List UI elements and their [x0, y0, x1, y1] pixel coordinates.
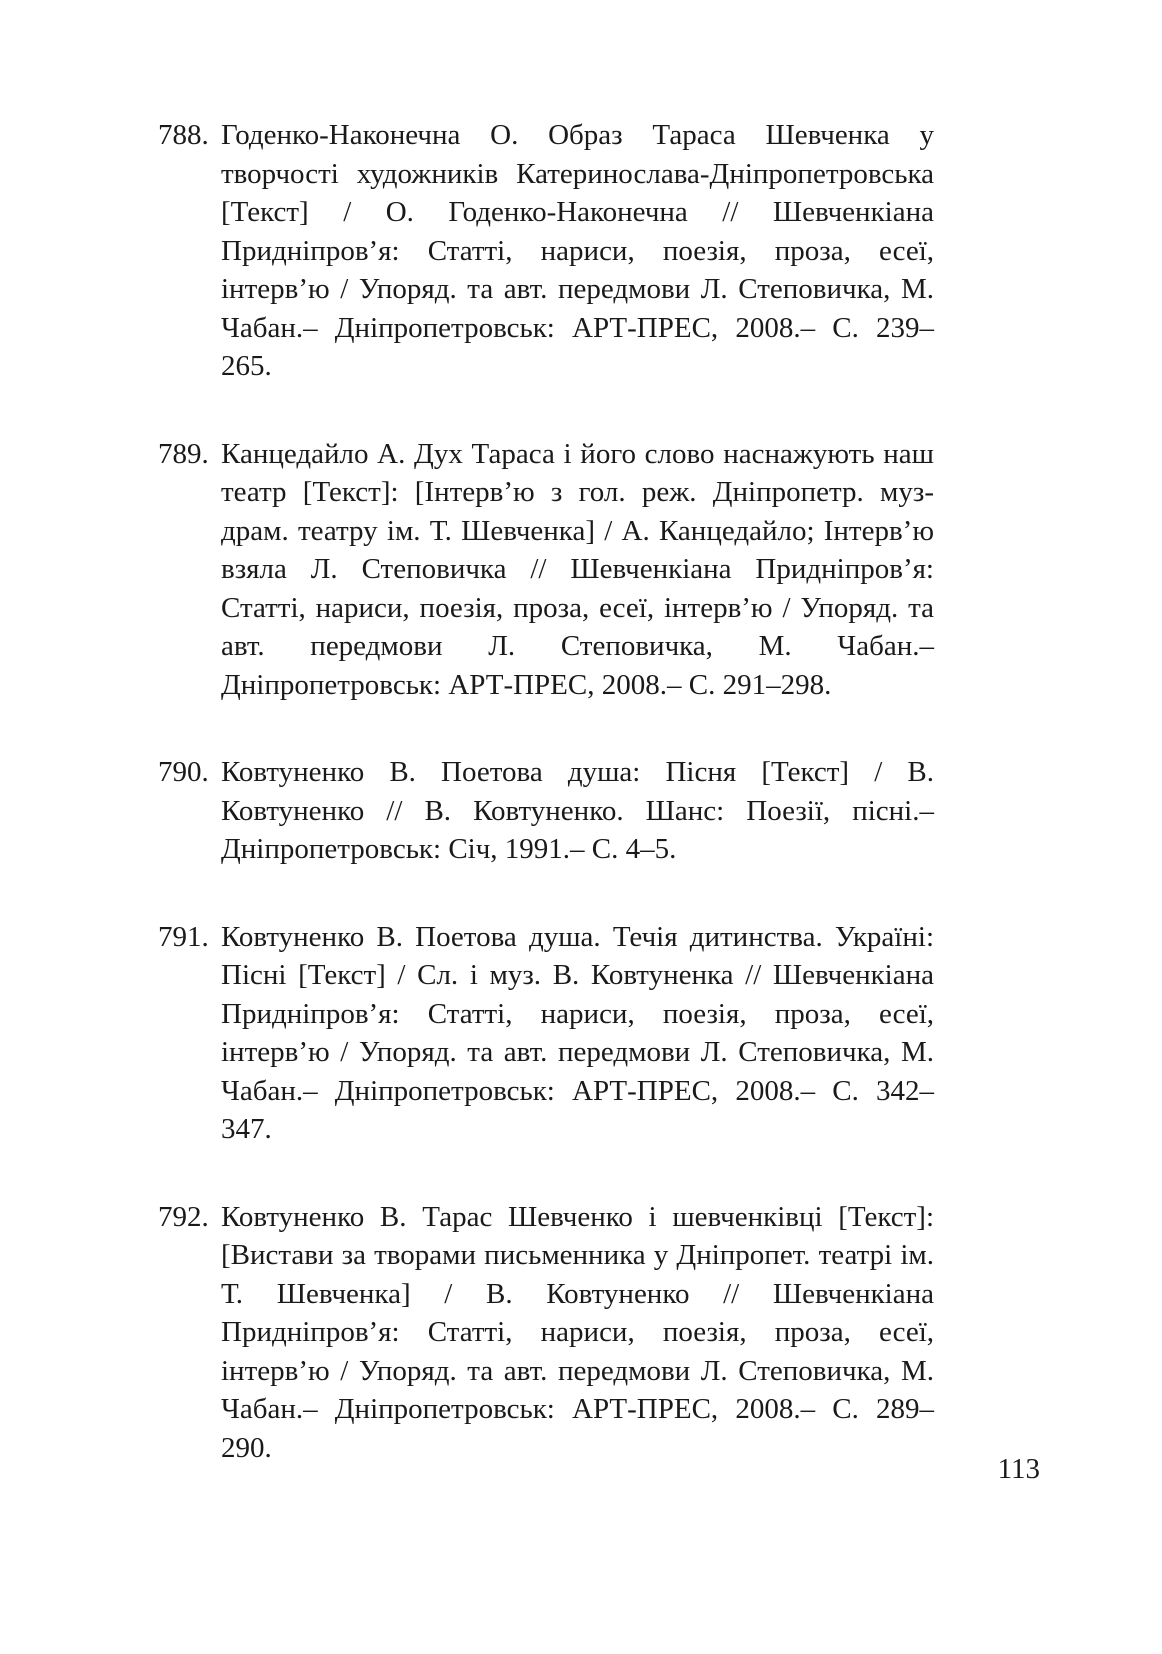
bibliography-entry [158, 918, 934, 1149]
bibliography-list [158, 116, 934, 1516]
entry-number: 789. [158, 437, 209, 470]
entry-number: 788. [158, 119, 209, 151]
bibliography-entry [158, 1198, 934, 1468]
entry-number: 792. [158, 1200, 209, 1233]
entry-text: Ковтуненко В. Тарас Шевченко і шевченківці [Текст]: [Вистави за творами письменника у Дніпропет. театрі ім. Т. Шевченка] / В. Ковтуненко // Шевченкіана Придніпров’я: Статті, нариси, поезія, проза, есеї, інтерв’ю / Упоряд. та авт. передмови Л. Степовичка, М. Чабан.– Дніпропетровськ: АРТ-ПРЕС, 2008.– С. 289–290. [221, 1200, 934, 1464]
bibliography-entry [158, 753, 934, 869]
entry-text: Ковтуненко В. Поетова душа: Пісня [Текст] / В. Ковтуненко // В. Ковтуненко. Шанс: Поезії, пісні.– Дніпропетровськ: Січ, 1991.– С. 4–5. [221, 756, 934, 865]
entry-number: 790. [158, 756, 209, 788]
bibliography-entry [158, 435, 934, 705]
entry-text: Ковтуненко В. Поетова душа. Течія дитинства. Україні: Пісні [Текст] / Сл. і муз. В. Ковтуненка // Шевченкіана Придніпров’я: Статті, нариси, поезія, проза, есеї, інтерв’ю / Упоряд. та авт. передмови Л. Степовичка, М. Чабан.– Дніпропетровськ: АРТ-ПРЕС, 2008.– С. 342–347. [221, 920, 934, 1145]
bibliography-entry [158, 116, 934, 386]
entry-text: Годенко-Наконечна О. Образ Тараса Шевченка у творчості художників Катеринослава-Дніпропетровська [Текст] / О. Годенко-Наконечна // Шевченкіана Придніпров’я: Статті, нариси, поезія, проза, есеї, інтерв’ю / Упоряд. та авт. передмови Л. Степовичка, М. Чабан.– Дніпропетровськ: АРТ-ПРЕС, 2008.– С. 239–265. [221, 119, 934, 382]
page-number: 113 [997, 1453, 1040, 1485]
entry-number: 791. [158, 920, 209, 953]
entry-text: Канцедайло А. Дух Тараса і його слово наснажують наш театр [Текст]: [Інтерв’ю з гол. реж. Дніпропетр. муз-драм. театру ім. Т. Шевченка] / А. Канцедайло; Інтерв’ю взяла Л. Степовичка // Шевченкіана Придніпров’я: Статті, нариси, поезія, проза, есеї, інтерв’ю / Упоряд. та авт. передмови Л. Степовичка, М. Чабан.– Дніпропетровськ: АРТ-ПРЕС, 2008.– С. 291–298. [221, 437, 934, 701]
